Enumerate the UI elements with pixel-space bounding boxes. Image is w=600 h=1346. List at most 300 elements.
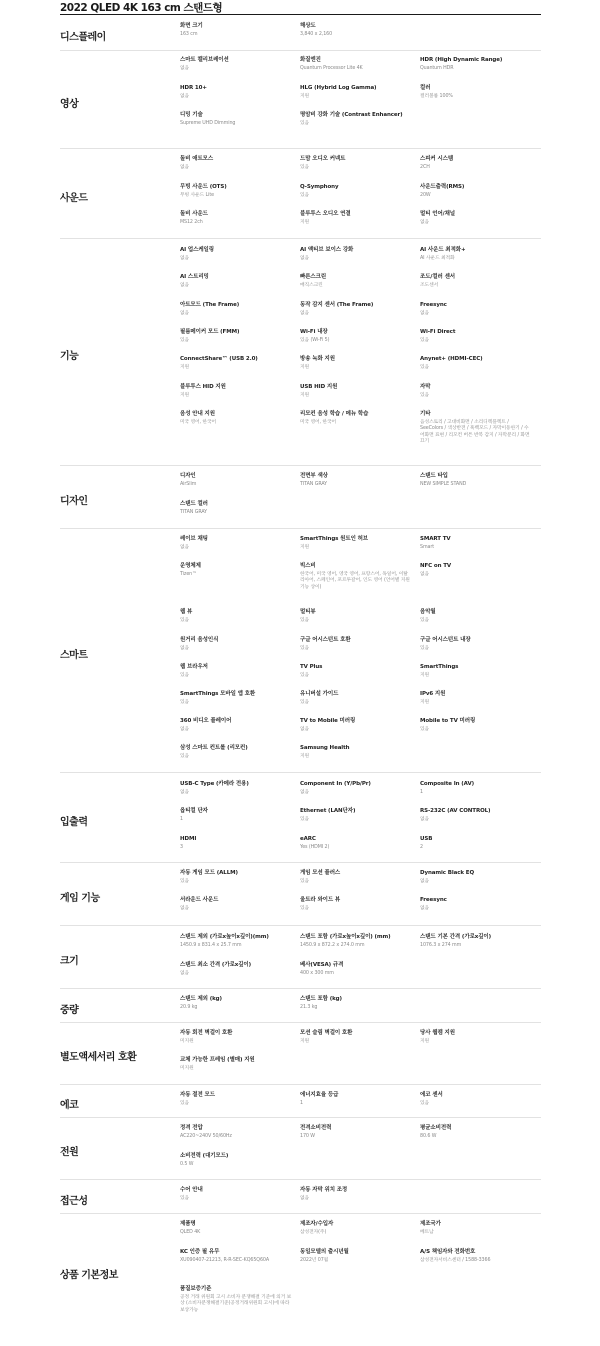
spec-value: 삼성전자서비스센터 / 1588-3366	[420, 1258, 491, 1263]
spec-title: 평균소비전력	[420, 1125, 452, 1131]
spec-item	[420, 563, 532, 578]
spec-value: AirSlim	[180, 482, 197, 487]
spec-item	[180, 85, 292, 100]
spec-value: 있음	[420, 365, 430, 370]
section-label: 별도액세서리 호환	[60, 1052, 137, 1063]
spec-title: 자동 게임 모드 (ALLM)	[180, 870, 238, 876]
spec-title: 운영체제	[180, 563, 201, 569]
spec-title: Composite In (AV)	[420, 781, 475, 787]
spec-value: 3,840 x 2,160	[300, 32, 333, 37]
spec-value: 20W	[420, 193, 431, 198]
spec-value: 지원	[420, 673, 430, 678]
spec-title: TV to Mobile 미러링	[300, 718, 356, 724]
spec-title: 품질보증기준	[180, 1286, 212, 1292]
spec-title: Mobile to TV 미러링	[420, 718, 476, 724]
spec-item	[180, 836, 292, 851]
spec-value: 없음	[300, 1196, 310, 1201]
spec-value: 1	[300, 1101, 303, 1106]
spec-value: 없음	[180, 311, 190, 316]
spec-item	[420, 781, 532, 796]
spec-value: 없음	[180, 165, 190, 170]
spec-value: 지원	[300, 754, 310, 759]
spec-item	[300, 609, 412, 624]
spec-title: 자동 회전 벽걸이 호환	[180, 1030, 233, 1036]
spec-title: Dynamic Black EQ	[420, 870, 475, 876]
spec-title: 자동 절전 모드	[180, 1092, 215, 1098]
section-power	[60, 1118, 541, 1180]
spec-value: 있음 (Wi-Fi 5)	[300, 338, 330, 343]
spec-value: 163 cm	[180, 32, 198, 37]
section-accessibility	[60, 1180, 541, 1214]
spec-item	[180, 156, 292, 171]
spec-item	[180, 57, 292, 72]
spec-item	[180, 637, 292, 652]
spec-item	[420, 57, 532, 72]
spec-item	[180, 329, 292, 344]
spec-item	[180, 897, 292, 912]
spec-value: 미지원	[180, 1039, 194, 1044]
spec-item	[420, 1249, 532, 1264]
section-sound	[60, 149, 541, 239]
spec-value: 없음	[300, 256, 310, 261]
spec-value: 있음	[300, 700, 310, 705]
spec-title: KC 인증 필 유무	[180, 1249, 220, 1255]
spec-value: 없음	[300, 311, 310, 316]
spec-item	[420, 897, 532, 912]
spec-value: 400 x 300 mm	[300, 971, 334, 976]
spec-item	[300, 57, 412, 72]
spec-value: Smart	[420, 545, 435, 550]
spec-title: Ethernet (LAN단자)	[300, 808, 356, 814]
spec-item	[180, 962, 292, 977]
spec-item	[300, 781, 412, 796]
spec-item	[420, 211, 532, 226]
spec-title: 게임 모션 플러스	[300, 870, 341, 876]
spec-value: 무빙 사운드 Lite	[180, 193, 214, 198]
spec-value: 없음	[300, 727, 310, 732]
spec-item	[420, 85, 532, 100]
spec-value: 베트남	[420, 1230, 434, 1235]
spec-item	[420, 356, 532, 371]
spec-value: 없음	[180, 66, 190, 71]
spec-value: 있음	[180, 1101, 190, 1106]
spec-value: 없음	[300, 790, 310, 795]
spec-item	[300, 563, 412, 591]
spec-item	[420, 384, 532, 399]
spec-item	[300, 356, 412, 371]
spec-item	[180, 411, 292, 426]
spec-title: SmartThings 모바일 앱 호환	[180, 691, 256, 697]
spec-item	[180, 536, 292, 551]
section-video	[60, 51, 541, 149]
spec-value: XU090407-21213, R-R-SEC-KQ65Q60A	[180, 1258, 270, 1263]
section-eco	[60, 1085, 541, 1118]
spec-value: Quantum Processor Lite 4K	[300, 66, 363, 71]
spec-item	[420, 691, 532, 706]
section-label: 전원	[60, 1147, 79, 1158]
spec-title: 음성 안내 지원	[180, 411, 215, 417]
spec-item	[420, 1221, 532, 1236]
spec-title: NFC on TV	[420, 563, 452, 569]
spec-value: 미국 영어, 한국어	[300, 420, 337, 425]
spec-value: 음성스토리 / 고대비화면 / 소리디렉플렉트 / SeeColors / 색상반전 / 흑백모드 / 자막이동한기 / 수어화면 표현 / 리모컨 버튼 반복 감지 / 자막분리 / 화면끄기	[420, 420, 530, 445]
spec-item	[420, 664, 532, 679]
spec-title: ConnectShare™ (USB 2.0)	[180, 356, 258, 362]
spec-item	[300, 411, 412, 426]
spec-value: TITAN GRAY	[180, 510, 207, 515]
spec-value: 미국 영어, 한국어	[180, 420, 217, 425]
spec-title: USB	[420, 836, 433, 842]
spec-title: 자동 자막 위치 조정	[300, 1187, 348, 1193]
section-label: 디스플레이	[60, 32, 106, 43]
spec-title: 기타	[420, 411, 431, 417]
spec-value: 없음	[180, 727, 190, 732]
section-label: 게임 기능	[60, 893, 100, 904]
spec-title: Freesync	[420, 302, 447, 308]
spec-title: SMART TV	[420, 536, 451, 542]
spec-value: 지원	[300, 220, 310, 225]
section-weight	[60, 989, 541, 1023]
spec-value: 없음	[420, 817, 430, 822]
spec-value: 없음	[180, 94, 190, 99]
spec-value: 없음	[420, 906, 430, 911]
spec-item	[420, 536, 532, 551]
spec-title: 레이브 채팅	[180, 536, 208, 542]
spec-title: AI 액티브 보이스 강화	[300, 247, 354, 253]
spec-item	[300, 996, 412, 1011]
spec-item	[180, 501, 292, 516]
spec-item	[300, 897, 412, 912]
spec-item	[180, 473, 292, 488]
spec-value: 없음	[420, 220, 430, 225]
spec-value: 지원	[420, 700, 430, 705]
spec-item	[180, 356, 292, 371]
spec-item	[300, 384, 412, 399]
spec-item	[300, 85, 412, 100]
spec-value: 조도센서	[420, 283, 439, 288]
spec-item	[180, 112, 292, 127]
spec-item	[180, 1221, 292, 1236]
spec-item	[300, 870, 412, 885]
spec-value: 지원	[180, 365, 190, 370]
spec-value: 2022년 07월	[300, 1258, 329, 1263]
section-size	[60, 926, 541, 989]
spec-item	[300, 247, 412, 262]
spec-value: 있음	[180, 754, 190, 759]
spec-value: 삼성전자(주)	[300, 1230, 327, 1235]
spec-title: HDMI	[180, 836, 197, 842]
spec-title: Component In (Y/Pb/Pr)	[300, 781, 371, 787]
section-label: 에코	[60, 1100, 79, 1111]
spec-value: 미지원	[180, 1066, 194, 1071]
spec-item	[420, 247, 532, 262]
spec-item	[180, 781, 292, 796]
spec-value: 지원	[300, 365, 310, 370]
spec-value: 지원	[180, 393, 190, 398]
spec-item	[300, 1125, 412, 1140]
spec-item	[300, 329, 412, 344]
spec-title: 아트모드 (The Frame)	[180, 302, 240, 308]
spec-value: 있음	[180, 338, 190, 343]
spec-title: 웹 브라우저	[180, 664, 208, 670]
spec-value: AI 사운드 최적화	[420, 256, 455, 261]
spec-item	[180, 23, 292, 38]
spec-value: 80.6 W	[420, 1134, 437, 1139]
spec-title: 제품명	[180, 1221, 196, 1227]
section-label: 기능	[60, 351, 79, 362]
spec-value: 2	[420, 845, 423, 850]
spec-value: 지원	[300, 545, 310, 550]
spec-title: 구글 어시스턴트 호환	[300, 637, 351, 643]
spec-title: 동일모델의 출시년월	[300, 1249, 349, 1255]
spec-title: 해상도	[300, 23, 316, 29]
spec-item	[180, 211, 292, 226]
spec-title: 수어 안내	[180, 1187, 203, 1193]
section-smart	[60, 529, 541, 773]
spec-value: 있음	[300, 121, 310, 126]
spec-title: HDR 10+	[180, 85, 207, 91]
spec-title: 전격소비전력	[300, 1125, 332, 1131]
section-label: 영상	[60, 99, 79, 110]
spec-item	[420, 184, 532, 199]
spec-value: 있음	[180, 673, 190, 678]
spec-title: 사운드출력(RMS)	[420, 184, 465, 190]
spec-value: 1	[180, 817, 183, 822]
spec-item	[180, 1249, 292, 1264]
spec-value: Quantum HDR	[420, 66, 454, 71]
spec-value: 매직스크린	[300, 283, 323, 288]
spec-value: 있음	[420, 1101, 430, 1106]
spec-title: 멀티뷰	[300, 609, 316, 615]
section-label: 디자인	[60, 496, 88, 507]
spec-item	[420, 836, 532, 851]
spec-value: 지원	[300, 393, 310, 398]
spec-item	[300, 184, 412, 199]
spec-title: TV Plus	[300, 664, 323, 670]
spec-value: 0.5 W	[180, 1162, 194, 1167]
section-features	[60, 239, 541, 466]
spec-item	[180, 1030, 292, 1045]
spec-value: 지원	[300, 1039, 310, 1044]
spec-title: 화면 크기	[180, 23, 203, 29]
spec-title: 조도/컬러 센서	[420, 274, 456, 280]
spec-item	[180, 247, 292, 262]
spec-value: 1076.3 x 274 mm	[420, 943, 462, 948]
spec-item	[420, 274, 532, 289]
spec-value: 있음	[300, 879, 310, 884]
spec-title: 옵티컬 단자	[180, 808, 208, 814]
spec-value: 있음	[300, 165, 310, 170]
spec-item	[180, 870, 292, 885]
spec-title: HDR (High Dynamic Range)	[420, 57, 503, 63]
spec-title: 유니버설 가이드	[300, 691, 339, 697]
spec-value: 없음	[180, 790, 190, 795]
spec-item	[300, 1030, 412, 1045]
spec-value: 없음	[420, 879, 430, 884]
spec-value: 있음	[180, 700, 190, 705]
spec-title: 스탠드 포함 (가로x높이x깊이) (mm)	[300, 934, 391, 940]
spec-title: SmartThings 원트인 허브	[300, 536, 369, 542]
spec-item	[420, 637, 532, 652]
spec-value: Tizen™	[180, 572, 197, 577]
spec-title: 정격 전압	[180, 1125, 203, 1131]
spec-value: 있음	[420, 618, 430, 623]
spec-item	[300, 274, 412, 289]
section-label: 접근성	[60, 1196, 88, 1207]
spec-item	[180, 563, 292, 578]
spec-value: 있음	[300, 646, 310, 651]
spec-value: 있음	[420, 338, 430, 343]
spec-title: 음악월	[420, 609, 436, 615]
spec-title: 컬러	[420, 85, 431, 91]
spec-title: Samsung Health	[300, 745, 350, 751]
spec-title: 스탠드 제외 (kg)	[180, 996, 222, 1002]
spec-item	[300, 156, 412, 171]
spec-item	[300, 112, 412, 127]
spec-value: TITAN GRAY	[300, 482, 327, 487]
spec-title: Wi-Fi Direct	[420, 329, 456, 335]
spec-value: Supreme UHD Dimming	[180, 121, 236, 126]
spec-value: Yes (HDMI 2)	[300, 845, 330, 850]
spec-title: 제조자/수입자	[300, 1221, 334, 1227]
spec-value: 없음	[180, 971, 190, 976]
spec-title: AI 사운드 최적화+	[420, 247, 466, 253]
spec-title: 삼성 스마트 컨트롤 (리모컨)	[180, 745, 248, 751]
spec-item	[300, 836, 412, 851]
spec-item	[300, 473, 412, 488]
spec-value: 없음	[180, 283, 190, 288]
spec-value: 1	[420, 790, 423, 795]
spec-title: 울트라 와이드 뷰	[300, 897, 341, 903]
spec-item	[300, 1092, 412, 1107]
section-product-info	[60, 1214, 541, 1332]
spec-value: 지원	[300, 94, 310, 99]
spec-title: 스탠드 제외 (가로x높이x깊이)(mm)	[180, 934, 269, 940]
spec-item	[180, 609, 292, 624]
spec-item	[180, 718, 292, 733]
page-title: 2022 QLED 4K 163 cm 스탠드형	[60, 2, 223, 14]
spec-title: AI 스트리밍	[180, 274, 209, 280]
spec-item	[180, 745, 292, 760]
spec-value: 있음	[420, 727, 430, 732]
spec-item	[300, 962, 412, 977]
spec-value: 없음	[180, 906, 190, 911]
section-io	[60, 773, 541, 863]
spec-item	[180, 1092, 292, 1107]
spec-title: 자막	[420, 384, 431, 390]
spec-item	[180, 184, 292, 199]
spec-title: 디자인	[180, 473, 196, 479]
spec-title: 명암비 강화 기술 (Contrast Enhancer)	[300, 112, 403, 118]
spec-title: 빠른스크린	[300, 274, 327, 280]
spec-title: 스탠드 포함 (kg)	[300, 996, 342, 1002]
spec-value: 2CH	[420, 165, 430, 170]
spec-value: 170 W	[300, 1134, 315, 1139]
spec-item	[420, 411, 532, 446]
spec-value: 있음	[300, 618, 310, 623]
spec-value: 있음	[180, 618, 190, 623]
spec-value: 지원	[420, 1039, 430, 1044]
spec-title: 동작 감지 센서 (The Frame)	[300, 302, 374, 308]
spec-title: 원거리 음성인식	[180, 637, 219, 643]
spec-value: 공정 거래 위원회 고시 소비자 분쟁해결 기준에 의거 보상 (소비자분쟁해결기준(공정거래위원회 고시)에 따라 보상가능	[180, 1295, 292, 1313]
spec-item	[420, 1125, 532, 1140]
section-design	[60, 466, 541, 529]
spec-title: 소비전력 (대기모드)	[180, 1153, 229, 1159]
spec-item	[300, 302, 412, 317]
spec-value: 있음	[300, 906, 310, 911]
spec-item	[300, 718, 412, 733]
spec-title: 360 비디오 플레이어	[180, 718, 232, 724]
spec-item	[300, 664, 412, 679]
spec-title: SmartThings	[420, 664, 459, 670]
spec-item	[300, 536, 412, 551]
spec-value: 있음	[420, 646, 430, 651]
spec-title: 디밍 기술	[180, 112, 203, 118]
spec-title: Freesync	[420, 897, 447, 903]
spec-title: IPv6 지원	[420, 691, 446, 697]
spec-title: USB-C Type (카메라 전용)	[180, 781, 249, 787]
spec-title: 빅스비	[300, 563, 316, 569]
spec-item	[420, 329, 532, 344]
spec-title: eARC	[300, 836, 316, 842]
section-label: 크기	[60, 956, 79, 967]
spec-item	[420, 718, 532, 733]
spec-title: 구글 어시스턴트 내장	[420, 637, 471, 643]
spec-title: 스탠드 기본 간격 (가로x깊이)	[420, 934, 492, 940]
spec-title: 화질엔진	[300, 57, 321, 63]
section-display	[60, 15, 541, 51]
spec-value: 20.9 kg	[180, 1005, 198, 1010]
spec-title: 블루투스 오디오 연결	[300, 211, 351, 217]
spec-item	[300, 211, 412, 226]
spec-value: 1450.9 x 831.4 x 25.7 mm	[180, 943, 242, 948]
spec-title: 드맘 오디오 커넥트	[300, 156, 346, 162]
spec-title: 필름메이커 모드 (FMM)	[180, 329, 240, 335]
spec-value: 없음	[180, 646, 190, 651]
spec-title: 제조국가	[420, 1221, 441, 1227]
spec-item	[420, 934, 532, 949]
spec-title: 방송 녹화 지원	[300, 356, 335, 362]
spec-item	[420, 302, 532, 317]
spec-title: 돌비 애트모스	[180, 156, 214, 162]
section-label: 입출력	[60, 817, 88, 828]
spec-value: 1450.9 x 872.2 x 274.0 mm	[300, 943, 365, 948]
spec-value: 없음	[420, 311, 430, 316]
spec-item	[300, 934, 412, 949]
spec-value: 21.3 kg	[300, 1005, 318, 1010]
spec-value: 컬러볼륨 100%	[420, 94, 453, 99]
spec-item	[300, 23, 412, 38]
spec-value: 있음	[300, 193, 310, 198]
spec-item	[420, 156, 532, 171]
spec-title: 스탠드 컬러	[180, 501, 208, 507]
spec-item	[180, 691, 292, 706]
spec-title: 스탠드 타입	[420, 473, 448, 479]
spec-value: 없음	[420, 572, 430, 577]
spec-value: 있음	[300, 673, 310, 678]
spec-title: 교체 가능한 프레임 (별매) 지원	[180, 1057, 255, 1063]
spec-title: 멀티 언어/채널	[420, 211, 456, 217]
spec-title: 에너지효율 등급	[300, 1092, 339, 1098]
spec-item	[420, 870, 532, 885]
spec-title: RS-232C (AV CONTROL)	[420, 808, 491, 814]
spec-item	[180, 384, 292, 399]
spec-item	[180, 664, 292, 679]
spec-title: Q-Symphony	[300, 184, 339, 190]
spec-item	[180, 1125, 292, 1140]
spec-value: 있음	[180, 1196, 190, 1201]
